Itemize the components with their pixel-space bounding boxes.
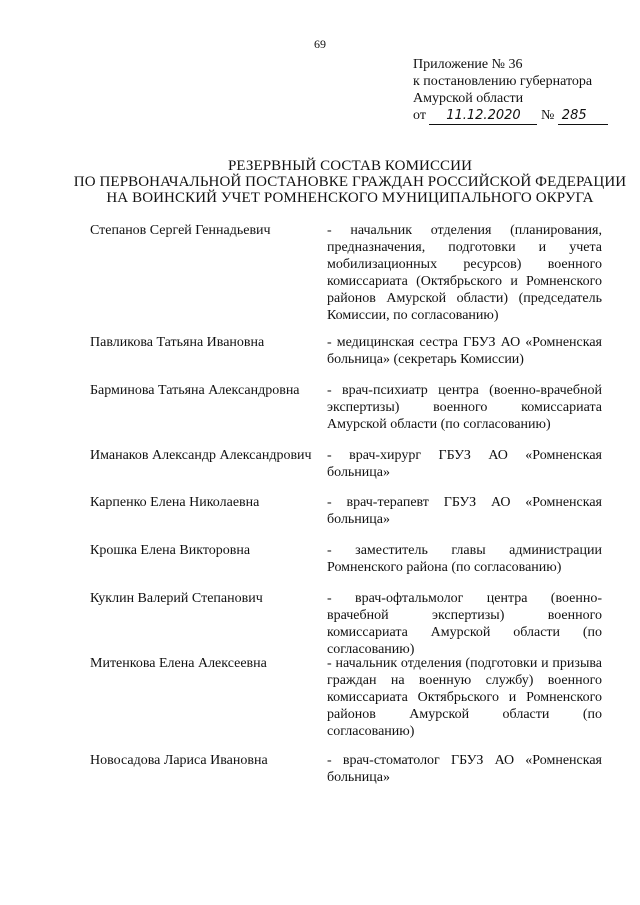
title-line-3: НА ВОИНСКИЙ УЧЕТ РОМНЕНСКОГО МУНИЦИПАЛЬНОГО ОКРУГА xyxy=(106,190,594,206)
appendix-line-1: Приложение № 36 xyxy=(413,57,523,72)
title-line-1: РЕЗЕРВНЫЙ СОСТАВ КОМИССИИ xyxy=(227,158,473,174)
member-name: Степанов Сергей Геннадьевич xyxy=(90,223,271,238)
appendix-line-3: Амурской области xyxy=(413,91,524,106)
appendix-block xyxy=(413,56,608,125)
member-name: Павликова Татьяна Ивановна xyxy=(90,335,265,350)
member-name: Иманаков Александр Александрович xyxy=(90,448,312,463)
member-role: - заместитель главы администрации Ромненского района (по согласованию) xyxy=(327,543,602,575)
member-name: Куклин Валерий Степанович xyxy=(90,591,263,606)
page-number: 69 xyxy=(314,37,326,51)
from-label: от xyxy=(413,108,426,123)
member-role: - врач-терапевт ГБУЗ АО «Ромненская больница» xyxy=(327,495,602,527)
member-role: - врач-стоматолог ГБУЗ АО «Ромненская больница» xyxy=(327,753,602,785)
member-name: Митенкова Елена Алексеевна xyxy=(90,656,267,671)
decree-date: 11.12.2020 xyxy=(429,107,537,125)
member-role: - врач-офтальмолог центра (военно-врачебной экспертизы) военного комиссариата Амурской области (по согласованию) xyxy=(327,591,602,657)
member-name: Крошка Елена Викторовна xyxy=(90,543,251,558)
number-label: № xyxy=(540,108,555,123)
member-role: - врач-хирург ГБУЗ АО «Ромненская больница» xyxy=(327,448,602,480)
appendix-date-line xyxy=(413,107,608,125)
member-role: - врач-психиатр центра (военно-врачебной экспертизы) военного комиссариата Амурской области (по согласованию) xyxy=(327,383,602,432)
appendix-line-2: к постановлению губернатора xyxy=(413,74,593,89)
member-name: Барминова Татьяна Александровна xyxy=(90,383,300,398)
member-name: Карпенко Елена Николаевна xyxy=(90,495,260,510)
member-role: - начальник отделения (подготовки и призыва граждан на военную службу) военного комиссариата Октябрьского и Ромненского районов Амурской области (по согласованию) xyxy=(327,656,602,739)
member-role: - медицинская сестра ГБУЗ АО «Ромненская больница» (секретарь Комиссии) xyxy=(327,335,602,367)
member-name: Новосадова Лариса Ивановна xyxy=(90,753,268,768)
document-title xyxy=(60,158,640,206)
member-role: - начальник отделения (планирования, предназначения, подготовки и учета мобилизационных ресурсов) военного комиссариата (Октябрьского и Ромненского районов Амурской области) (председатель Комиссии, по согласованию) xyxy=(327,223,602,323)
title-line-2: ПО ПЕРВОНАЧАЛЬНОЙ ПОСТАНОВКЕ ГРАЖДАН РОССИЙСКОЙ ФЕДЕРАЦИИ xyxy=(73,174,627,190)
decree-number: 285 xyxy=(558,107,608,125)
